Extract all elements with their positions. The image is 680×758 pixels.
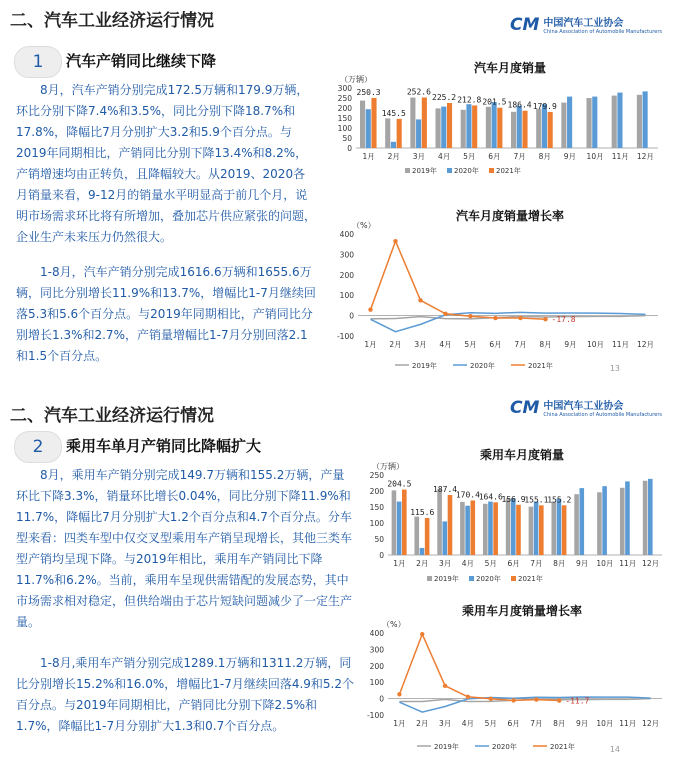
y-tick-label: 100 — [339, 291, 354, 301]
x-tick-label: 7月 — [514, 340, 527, 349]
x-tick-label: 7月 — [513, 152, 526, 161]
x-tick-label: 4月 — [461, 719, 475, 728]
y-tick-label: 0 — [349, 311, 354, 321]
y-axis-label: （%） — [352, 221, 376, 230]
x-tick-label: 1月 — [364, 340, 377, 349]
point-2021年-4月 — [443, 312, 447, 316]
x-tick-label: 5月 — [464, 340, 477, 349]
x-tick-label: 2月 — [416, 719, 429, 728]
bar-2020年-10月 — [602, 486, 607, 555]
bar-2020年-11月 — [625, 481, 630, 555]
slide-14 — [0, 379, 680, 758]
annotation: -17.8 — [551, 315, 576, 325]
bar-2020年-2月 — [391, 142, 396, 148]
number-badge: 2 — [14, 431, 62, 463]
line-2021年 — [371, 241, 546, 319]
logo-cn: 中国汽车工业协会 — [543, 401, 624, 412]
x-tick-label: 3月 — [438, 559, 452, 568]
bar-2020年-1月 — [397, 502, 402, 555]
bar-2020年-9月 — [579, 488, 584, 555]
x-tick-label: 8月 — [539, 340, 552, 349]
point-2021年-4月 — [466, 695, 470, 699]
x-tick-label: 5月 — [484, 719, 497, 728]
x-tick-label: 4月 — [437, 152, 451, 161]
bar-2021年-8月 — [562, 505, 567, 555]
chart-auto-sales-growth — [330, 208, 665, 373]
y-tick-label: 0 — [347, 144, 352, 153]
bar-2021年-5月 — [472, 105, 477, 148]
bar-2020年-4月 — [441, 107, 446, 148]
legend-swatch-2020年 — [447, 168, 452, 173]
line-2021年 — [399, 634, 559, 700]
legend-2019年: 2019年 — [412, 362, 437, 370]
bar-2019年-8月 — [536, 109, 541, 148]
y-tick-label: 100 — [369, 519, 384, 528]
legend-2020年: 2020年 — [492, 743, 517, 751]
data-label: 156.9 — [501, 494, 526, 504]
caam-logo — [510, 14, 662, 35]
chart-title: 汽车月度销量增长率 — [455, 209, 565, 223]
x-tick-label: 9月 — [563, 152, 577, 161]
chart-passenger-sales — [362, 445, 667, 595]
bar-2021年-4月 — [471, 500, 476, 555]
x-tick-label: 9月 — [575, 559, 589, 568]
bar-2019年-1月 — [392, 490, 397, 555]
bar-2019年-2月 — [414, 517, 419, 555]
bar-2019年-4月 — [460, 502, 465, 555]
bar-2020年-9月 — [567, 97, 572, 148]
x-tick-label: 11月 — [619, 719, 637, 728]
bar-2019年-12月 — [643, 481, 648, 555]
caam-logo — [510, 397, 662, 418]
x-tick-label: 9月 — [564, 340, 577, 349]
x-tick-label: 2月 — [387, 152, 400, 161]
x-tick-label: 2月 — [416, 559, 429, 568]
y-tick-label: 100 — [369, 678, 384, 688]
bar-2019年-10月 — [597, 492, 602, 555]
x-tick-label: 1月 — [362, 152, 375, 161]
legend-swatch-2020年 — [469, 576, 474, 581]
bar-2019年-9月 — [574, 494, 579, 555]
legend-2021年: 2021年 — [496, 167, 521, 175]
x-tick-label: 3月 — [438, 719, 452, 728]
x-tick-label: 10月 — [586, 152, 604, 161]
x-tick-label: 12月 — [642, 559, 660, 568]
bar-2020年-7月 — [517, 106, 522, 148]
x-tick-label: 6月 — [507, 559, 520, 568]
x-tick-label: 8月 — [538, 152, 551, 161]
x-tick-label: 7月 — [530, 559, 543, 568]
x-tick-label: 8月 — [553, 559, 566, 568]
bar-2021年-7月 — [539, 505, 544, 555]
caam-logo-icon: CM — [509, 14, 540, 35]
y-tick-label: 200 — [369, 661, 384, 671]
y-axis-label: （%） — [382, 620, 406, 629]
point-2021年-7月 — [534, 697, 538, 701]
bar-2021年-8月 — [548, 112, 553, 148]
bar-2019年-7月 — [529, 507, 534, 555]
y-axis-label: （万辆） — [372, 462, 404, 471]
bar-2021年-3月 — [448, 495, 453, 555]
x-tick-label: 10月 — [586, 340, 605, 349]
point-2021年-8月 — [543, 317, 547, 321]
y-tick-label: 50 — [374, 535, 384, 544]
y-tick-label: 150 — [369, 503, 384, 512]
logo-en: China Association of Automobile Manufacturers — [543, 29, 662, 35]
paragraph-1: 8月，汽车产销分别完成172.5万辆和179.9万辆，环比分别下降7.4%和3.5%，同比分别下降18.7%和17.8%，降幅比7月分别扩大3.2和5.9个百分点。与2019年同期相比，产销同比分别下降13.4%和8.2%，产销增速均由正转负，且降幅较大。从2019、2020各月销量来看，9-12月的销量水平明显高于前几个月，说明市场需求环比将有所增加，叠加芯片供应紧张的问题，企业生产未来压力仍然很大。 — [16, 83, 317, 244]
point-2021年-7月 — [518, 316, 522, 320]
legend-2021年: 2021年 — [550, 743, 575, 751]
x-tick-label: 3月 — [412, 152, 426, 161]
page-number: 14 — [609, 745, 620, 754]
paragraph-2: 1-8月，汽车产销分别完成1616.6万辆和1655.6万辆，同比分别增长11.9%和13.7%，增幅比1-7月继续回落5.3和5.6个百分点。与2019年同期相比，产销同比分别增长1.3%和2.7%，产销量增幅比1-7月分别回落2.1和1.5个百分点。 — [16, 265, 316, 363]
y-tick-label: 200 — [339, 270, 354, 280]
point-2021年-2月 — [393, 239, 397, 243]
x-tick-label: 11月 — [611, 340, 630, 349]
point-2021年-3月 — [443, 684, 447, 688]
legend-2021年: 2021年 — [528, 362, 553, 370]
caam-logo-icon: CM — [509, 397, 540, 418]
bar-2020年-8月 — [557, 499, 562, 555]
x-tick-label: 11月 — [611, 152, 629, 161]
bar-2020年-3月 — [416, 119, 421, 148]
bar-2020年-6月 — [492, 102, 497, 148]
bar-2020年-4月 — [465, 506, 470, 555]
point-2021年-1月 — [397, 692, 401, 696]
data-label: 212.8 — [457, 95, 482, 105]
legend-swatch-2021年 — [489, 168, 494, 173]
bar-2020年-6月 — [511, 498, 516, 555]
legend-2020年: 2020年 — [454, 167, 479, 175]
legend-swatch-2019年 — [405, 168, 410, 173]
x-tick-label: 9月 — [575, 719, 589, 728]
y-tick-label: 200 — [369, 487, 384, 496]
y-tick-label: 50 — [342, 134, 352, 143]
x-tick-label: 10月 — [596, 719, 614, 728]
data-label: 186.4 — [507, 100, 532, 110]
x-tick-label: 10月 — [596, 559, 614, 568]
bar-2021年-1月 — [402, 490, 407, 555]
data-label: 155.1 — [524, 495, 549, 505]
bar-2019年-6月 — [506, 498, 511, 555]
section-title: 二、汽车工业经济运行情况 — [10, 406, 214, 426]
y-tick-label: 0 — [379, 551, 384, 560]
legend-2021年: 2021年 — [518, 575, 543, 583]
data-label: 201.5 — [482, 97, 507, 107]
bar-2020年-5月 — [466, 104, 471, 148]
x-tick-label: 5月 — [484, 559, 497, 568]
x-tick-label: 3月 — [414, 340, 427, 349]
point-2021年-2月 — [420, 632, 424, 636]
chart-passenger-sales-growth — [362, 603, 667, 751]
number-badge: 1 — [14, 46, 62, 78]
y-tick-label: 150 — [337, 114, 352, 123]
page-number: 13 — [609, 364, 620, 373]
legend-swatch-2021年 — [511, 576, 516, 581]
data-label: 252.6 — [406, 87, 431, 97]
bar-2021年-1月 — [371, 98, 376, 148]
legend-2019年: 2019年 — [434, 743, 459, 751]
data-label: 179.9 — [532, 102, 557, 112]
x-tick-label: 12月 — [636, 340, 655, 349]
bar-2021年-2月 — [425, 518, 430, 555]
x-tick-label: 6月 — [488, 152, 501, 161]
y-tick-label: 300 — [337, 84, 352, 93]
bar-2019年-9月 — [561, 103, 566, 148]
point-2021年-6月 — [493, 316, 497, 320]
y-tick-label: 400 — [369, 629, 384, 638]
legend-2019年: 2019年 — [434, 575, 459, 583]
bar-2020年-2月 — [420, 548, 425, 555]
x-tick-label: 4月 — [461, 559, 475, 568]
bar-2019年-3月 — [437, 489, 442, 555]
paragraph-2: 1-8月,乘用车产销分别完成1289.1万辆和1311.2万辆，同比分别增长15.2%和16.0%，增幅比1-7月继续回落4.9和5.2个百分点。与2019年同期相比，产销同比分别下降2.5%和1.7%，降幅比1-7月分别扩大1.3和0.7个百分点。 — [16, 656, 355, 733]
y-tick-label: 250 — [369, 471, 384, 480]
bar-2021年-6月 — [497, 108, 502, 148]
bar-2019年-11月 — [620, 488, 625, 555]
bar-2019年-10月 — [587, 98, 592, 148]
subtitle: 乘用车单月产销同比降幅扩大 — [66, 437, 262, 455]
legend-2019年: 2019年 — [412, 167, 437, 175]
bar-2020年-3月 — [442, 521, 447, 555]
data-label: 225.2 — [432, 92, 457, 102]
bar-2019年-5月 — [461, 110, 466, 148]
x-tick-label: 1月 — [393, 719, 406, 728]
bar-2020年-12月 — [648, 479, 653, 555]
point-2021年-1月 — [368, 307, 372, 311]
x-tick-label: 8月 — [553, 719, 566, 728]
y-tick-label: -100 — [336, 332, 354, 341]
bar-2019年-6月 — [486, 107, 491, 148]
point-2021年-5月 — [489, 697, 493, 701]
annotation: -11.7 — [565, 696, 590, 706]
data-label: 250.3 — [356, 87, 381, 97]
bar-2021年-6月 — [516, 505, 521, 555]
point-2021年-3月 — [418, 298, 422, 302]
x-tick-label: 5月 — [463, 152, 476, 161]
x-tick-label: 4月 — [439, 340, 452, 349]
chart-auto-sales — [330, 58, 665, 208]
chart-title: 汽车月度销量 — [473, 61, 547, 75]
x-tick-label: 7月 — [530, 719, 543, 728]
paragraph-1: 8月，乘用车产销分别完成149.7万辆和155.2万辆，产量环比下降3.3%，销量环比增长0.04%，同比分别下降11.9%和11.7%，降幅比7月分别扩大1.2个百分点和4.7个百分点。分车型来看：四类车型中仅交叉型乘用车产销呈现增长，其他三类车型产销均呈现下降。与2019年相比，乘用车产销同比下降11.7%和6.2%。当前，乘用车呈现供需错配的发展态势，其中市场需求相对稳定，但供给端由于芯片短缺问题减少了一定生产量。 — [16, 468, 353, 629]
bar-2021年-5月 — [493, 502, 498, 555]
chart-title: 乘用车月度销量增长率 — [461, 604, 583, 618]
y-tick-label: 100 — [337, 124, 352, 133]
bar-2020年-10月 — [592, 97, 597, 148]
section-title: 二、汽车工业经济运行情况 — [10, 11, 214, 31]
x-tick-label: 12月 — [642, 719, 660, 728]
y-tick-label: 400 — [339, 230, 354, 239]
point-2021年-5月 — [468, 314, 472, 318]
data-label: 115.6 — [410, 508, 435, 518]
data-label: 204.5 — [387, 479, 412, 489]
point-2021年-6月 — [511, 698, 515, 702]
y-tick-label: 200 — [337, 104, 352, 113]
bar-2021年-4月 — [447, 103, 452, 148]
point-2021年-8月 — [557, 698, 561, 702]
x-tick-label: 2月 — [389, 340, 402, 349]
x-tick-label: 12月 — [636, 152, 654, 161]
x-tick-label: 6月 — [507, 719, 520, 728]
data-label: 187.4 — [433, 485, 458, 495]
bar-2019年-8月 — [551, 502, 556, 555]
y-tick-label: 300 — [369, 645, 384, 655]
bar-2019年-3月 — [410, 98, 415, 148]
bar-2019年-1月 — [360, 101, 365, 148]
bar-2020年-11月 — [617, 93, 622, 148]
y-tick-label: 300 — [339, 250, 354, 260]
bar-2020年-5月 — [488, 502, 493, 555]
x-tick-label: 6月 — [489, 340, 502, 349]
subtitle: 汽车产销同比继续下降 — [66, 52, 217, 70]
legend-swatch-2019年 — [427, 576, 432, 581]
y-tick-label: -100 — [366, 711, 384, 720]
bar-2020年-1月 — [366, 109, 371, 148]
data-label: 164.6 — [478, 492, 503, 502]
bar-2021年-3月 — [422, 97, 427, 148]
legend-2020年: 2020年 — [470, 362, 495, 370]
y-axis-label: （万辆） — [340, 75, 372, 84]
chart-title: 乘用车月度销量 — [479, 448, 565, 462]
bar-2019年-4月 — [436, 108, 441, 148]
y-tick-label: 0 — [379, 694, 384, 704]
bar-2020年-12月 — [643, 91, 648, 148]
y-tick-label: 250 — [337, 94, 352, 103]
bar-2019年-12月 — [637, 95, 642, 148]
bar-2019年-2月 — [385, 118, 390, 148]
bar-2021年-7月 — [522, 111, 527, 148]
bar-2019年-5月 — [483, 504, 488, 555]
data-label: 145.5 — [381, 108, 406, 118]
data-label: 155.2 — [547, 495, 572, 505]
bar-2020年-7月 — [534, 502, 539, 555]
x-tick-label: 11月 — [619, 559, 637, 568]
bar-2021年-2月 — [397, 119, 402, 148]
legend-2020年: 2020年 — [476, 575, 501, 583]
bar-2019年-7月 — [511, 112, 516, 148]
logo-cn: 中国汽车工业协会 — [543, 18, 624, 29]
data-label: 170.4 — [455, 490, 480, 500]
bar-2019年-11月 — [612, 96, 617, 148]
x-tick-label: 1月 — [393, 559, 406, 568]
logo-en: China Association of Automobile Manufacturers — [543, 412, 662, 418]
